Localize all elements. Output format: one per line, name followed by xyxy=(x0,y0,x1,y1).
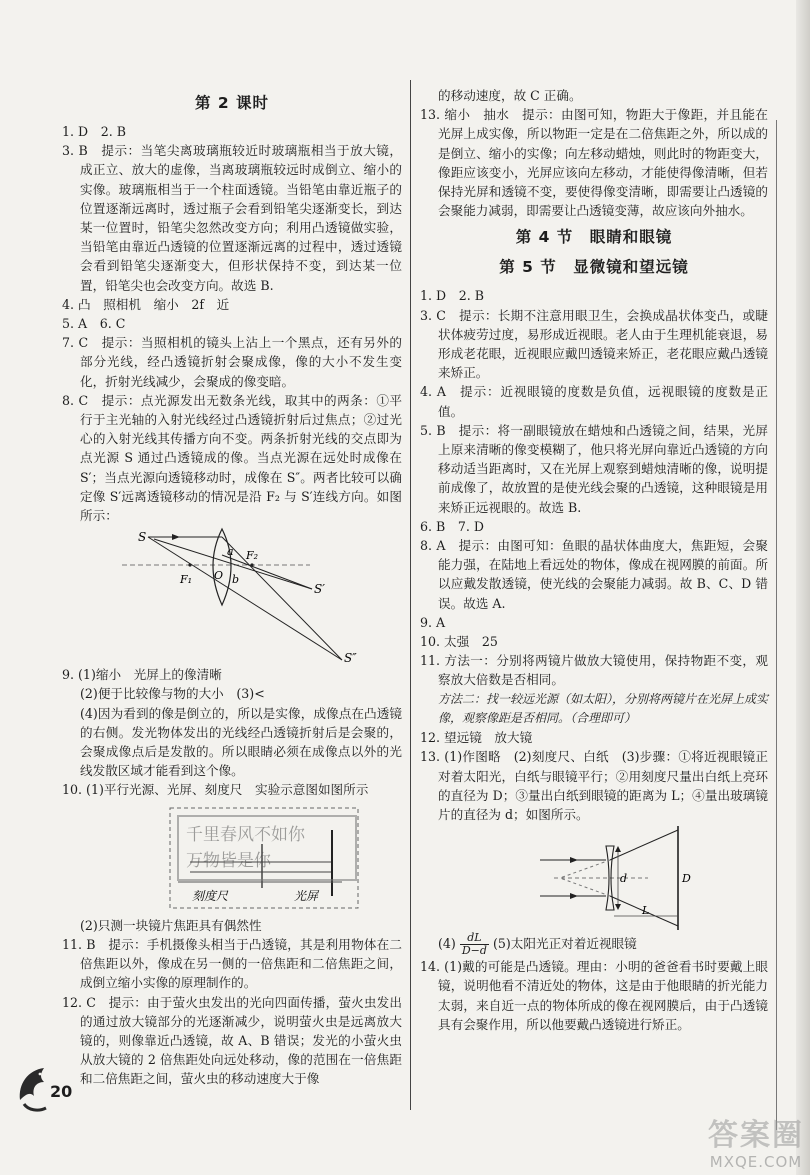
experiment-diagram xyxy=(62,800,402,916)
right-column xyxy=(420,86,768,1034)
watermark-logo-text: 答案圈 xyxy=(708,1118,804,1153)
focal-length-formula xyxy=(460,932,489,957)
answer-item: 4. A 提示：近视眼镜的度数是负值，远视眼镜的度数是正值。 xyxy=(420,384,768,419)
left-column xyxy=(62,86,402,1089)
dolphin-logo-icon xyxy=(14,1060,54,1114)
fig-label-d-big: D xyxy=(682,872,691,886)
fig-label-s-prime: S′ xyxy=(314,582,325,597)
answer-item: 12. 望远镜 放大镜 xyxy=(420,730,533,746)
answer-continuation: 的移动速度，故 C 正确。 xyxy=(438,88,582,103)
answer-item: 8. C 提示：点光源发出无数条光线，取其中的两条：①平行于主光轴的入射光线经过凸透镜折射后过焦点；②过光心的入射光线其传播方向不变。两条折射光线的交点即为点光源 S 通过凸透镜成的像。当点光源在远处时成像在 S′；当点光源向透镜移动时，成像在 S″。两者比较可以确定像 S′远离透镜移动的情况是沿 F₂ 与 S′连线方向。如图所示： xyxy=(62,392,402,524)
answer-subitem: (4)因为看到的像是倒立的，所以是实像，成像点在凸透镜的右侧。发光物体发出的光线经凸透镜折射后是会聚的，会聚成像点后是发散的。所以眼睛必须在成像点以外的光线发散区域才能看到这个像。 xyxy=(80,705,402,779)
answer-subitem: (2)只测一块镜片焦距具有偶然性 xyxy=(80,917,262,933)
answer-item: 9. (1)缩小 光屏上的像清晰 xyxy=(62,667,222,683)
answer-item: 11. B 提示：手机摄像头相当于凸透镜，其是利用物体在二倍焦距以外，像成在另一侧的一倍焦距和二倍焦距之间，成倒立缩小实像的原理制作的。 xyxy=(62,936,402,991)
page-edge xyxy=(796,0,810,1175)
column-divider xyxy=(410,80,411,1110)
answer-item: 1. D 2. B xyxy=(420,288,484,304)
answer-item: 7. C 提示：当照相机的镜头上沾上一个黑点，还有另外的部分光线，经凸透镜折射会聚成像，像的大小不发生变化，折射光线减少，会聚成的像变暗。 xyxy=(62,335,402,389)
stamp-line-2: 万物皆是你 xyxy=(186,850,271,871)
answer-item: 5. B 提示：将一副眼镜放在蜡烛和凸透镜之间，结果，光屏上原来清晰的像变模糊了，他只将光屏向靠近凸透镜的方向移动适当距离时，又在光屏上观察到蜡烛清晰的像，说明提前成像了，故放置的是使光线会聚的凸透镜，这种眼镜是用来矫正远视眼的。故选 B. xyxy=(420,422,768,515)
answer-item: 4. 凸 照相机 缩小 2f 近 xyxy=(62,296,230,312)
answer-item: 3. B 提示：当笔尖离玻璃瓶较近时玻璃瓶相当于放大镜，成正立、放大的虚像，当离玻璃瓶较远时成倒立、缩小的实像。玻璃瓶相当于一个柱面透镜。当铅笔由靠近瓶子的位置逐渐远离时，透过瓶子会看到铅笔尖逐渐变长，到达某一位置时，铅笔尖忽然改变方向；利用凸透镜做实验，当铅笔由靠近凸透镜的位置逐渐远离的过程中，透过透镜会看到铅笔尖逐渐变大，但形状保持不变，到达某一位置，铅笔尖也会改变方向。故选 B. xyxy=(62,143,402,293)
answer-item: 9. A xyxy=(420,614,446,630)
formula-suffix: (5)太阳光正对着近视眼镜 xyxy=(492,936,637,952)
answer-item: 5. A 6. C xyxy=(62,316,126,332)
answer-item: 14. (1)戴的可能是凸透镜。理由：小明的爸爸看书时要戴上眼镜，说明他看不清近处的物体，这是由于他眼睛的折光能力太弱，来自近一点的物体所成的像在视网膜后，由于凸透镜具有会聚作用，所以他要戴凸透镜进行矫正。 xyxy=(420,959,768,1032)
page-number: 20 xyxy=(50,1082,73,1101)
answer-item: 11. 方法一：分别将两镜片做放大镜使用，保持物距不变，观察放大倍数是否相同。 xyxy=(420,653,768,688)
fig-label-f1: F₁ xyxy=(180,573,193,587)
answer-item: 3. C 提示：长期不注意用眼卫生，会换成晶状体变凸，或睫状体疲劳过度，易形成近视眼。老人由于生理机能衰退，易形成老花眼，近视眼应戴凹透镜来矫正，老花眼应戴凸透镜来矫正。 xyxy=(420,307,768,381)
answer-item: 13. 缩小 抽水 提示：由图可知，物距大于像距，并且能在光屏上成实像，所以物距一定是在二倍焦距之外，所以成的是倒立、缩小的实像；向左移动蜡烛，则此时的物距变大，像距应该变小，光屏应该向左移动，才能使得像清晰，但若保持光屏和透镜不变，要使得像变清晰，即需要让凸透镜的会聚能力减弱，即需要让凸透镜变薄，故应该向外抽水。 xyxy=(420,107,768,219)
handwritten-stamp xyxy=(178,816,356,880)
answer-item: 10. 太强 25 xyxy=(420,634,498,650)
answer-subitem: (2)便于比较像与物的大小 (3)< xyxy=(80,686,265,702)
fig-label-b: b xyxy=(232,573,240,587)
answer-item: 8. A 提示：由图可知：鱼眼的晶状体曲度大，焦距短，会聚能力强，在陆地上看远处的物体，像成在视网膜的前面。所以应戴发散透镜，使光线的会聚能力减弱。故 B、C、D 错误。故选 A. xyxy=(420,538,768,611)
fig-label-d-small: d xyxy=(620,872,628,886)
answer-item: 1. D 2. B xyxy=(62,124,126,139)
watermark-url: MXQE.COM xyxy=(709,1153,803,1171)
concave-lens-diagram xyxy=(420,824,768,932)
section-title-eyes-glasses: 第 4 节 眼睛和眼镜 xyxy=(515,228,673,247)
fig-label-screen: 光屏 xyxy=(294,888,319,903)
right-margin-rule xyxy=(776,120,777,1130)
answer-item: 12. C 提示：由于萤火虫发出的光向四面传播，萤火虫发出的通过放大镜部分的光逐渐减少，说明萤火虫是远离放大镜的，则像靠近凸透镜，故 A、B 错误；发光的小萤火虫从放大镜的 2 倍焦距处向远处移动，像的范围在一倍焦距和二倍焦距之间，萤火虫的移动速度大于像 xyxy=(62,994,402,1087)
answer-item: 6. B 7. D xyxy=(420,518,484,534)
section-title-lesson2: 第 2 课时 xyxy=(194,94,270,112)
fig-label-s-double-prime: S″ xyxy=(344,651,357,666)
answer-formula-line xyxy=(420,932,768,957)
fig-label-s: S xyxy=(138,530,147,545)
answer-item: 13. (1)作图略 (2)刻度尺、白纸 (3)步骤：①将近视眼镜正对着太阳光，白纸与眼镜平行；②用刻度尺量出白纸上亮环的直径为 D；③量出白纸到眼镜的距离为 L；④量出玻璃镜片的直径为 d；如图所示。 xyxy=(420,749,768,822)
answer-item: 10. (1)平行光源、光屏、刻度尺 实验示意图如图所示 xyxy=(62,782,369,798)
formula-numerator: dL xyxy=(460,932,489,945)
stamp-line-1: 千里春风不如你 xyxy=(186,824,305,845)
watermark xyxy=(708,1119,804,1171)
formula-denominator: D−d xyxy=(461,944,487,958)
fig-label-ruler: 刻度尺 xyxy=(192,888,229,903)
answer-handwritten-method: 方法二：找一较远光源（如太阳），分别将两镜片在光屏上成实像，观察像距是否相同。（合理即可） xyxy=(438,691,769,725)
section-title-microscope-telescope: 第 5 节 显微镜和望远镜 xyxy=(499,258,689,277)
fig-label-o: O xyxy=(214,569,224,583)
fig-label-a: a xyxy=(227,545,234,559)
convex-lens-diagram xyxy=(62,525,402,665)
fig-label-f2: F₂ xyxy=(246,549,259,563)
fig-label-l: L xyxy=(642,904,650,918)
formula-prefix: (4) xyxy=(438,936,456,952)
